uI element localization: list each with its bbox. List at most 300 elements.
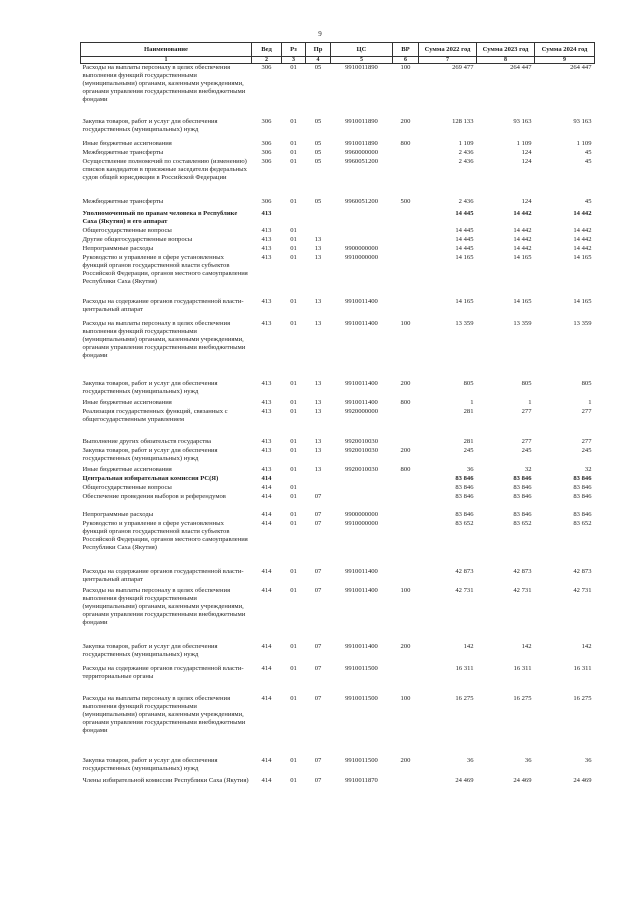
row-cs: 9960051200 [345, 157, 378, 165]
row-rz: 01 [290, 197, 297, 205]
row-sum-2023: 83 846 [513, 510, 532, 518]
row-name: Расходы на выплаты персоналу в целях обеспечения выполнения функций государственными (муниципальными) органами, казенными учреждениями, органами управления государственными внебюджетными фондами [82, 586, 246, 626]
row-sum-2023: 14 442 [513, 244, 532, 252]
column-number: 3 [282, 57, 306, 64]
row-rz: 01 [290, 253, 297, 261]
table-row [81, 665, 595, 695]
column-number-row [81, 57, 595, 64]
row-rz: 01 [290, 139, 297, 147]
row-cs: 9900000000 [345, 244, 378, 252]
row-rz: 01 [290, 117, 297, 125]
header-row [81, 43, 595, 57]
table-row [81, 511, 595, 520]
row-name: Общегосударственные вопросы [82, 226, 172, 234]
row-sum-2024: 42 731 [573, 586, 592, 594]
row-pr: 13 [314, 379, 322, 387]
row-rz: 01 [290, 776, 297, 784]
table-row [81, 149, 595, 158]
row-sum-2022: 281 [463, 407, 474, 415]
row-rz: 01 [290, 297, 297, 305]
row-sum-2022: 1 109 [458, 139, 474, 147]
row-sum-2022: 245 [463, 446, 474, 454]
row-pr: 05 [314, 117, 322, 125]
row-name: Общегосударственные вопросы [82, 483, 172, 491]
column-number: 7 [419, 57, 477, 64]
table-row [81, 587, 595, 643]
row-vr: 200 [400, 379, 411, 387]
row-sum-2024: 805 [581, 379, 592, 387]
row-pr: 07 [314, 519, 322, 527]
header-name: Наименование [81, 43, 252, 57]
row-sum-2022: 16 275 [455, 694, 474, 702]
row-sum-2024: 142 [581, 642, 592, 650]
row-sum-2023: 83 846 [513, 492, 532, 500]
row-sum-2022: 14 445 [455, 209, 474, 217]
row-sum-2023: 93 163 [513, 117, 532, 125]
table-row [81, 380, 595, 399]
row-cs: 9910011890 [345, 139, 378, 147]
row-vr [393, 254, 419, 298]
row-sum-2023: 32 [524, 465, 532, 473]
table-row [81, 64, 595, 118]
column-number: 6 [393, 57, 419, 64]
row-ved: 413 [261, 244, 272, 252]
header-ved: Вед [252, 43, 282, 57]
row-pr [306, 484, 331, 493]
row-sum-2022: 36 [466, 465, 474, 473]
row-pr: 13 [314, 398, 322, 406]
row-rz [282, 475, 306, 484]
row-ved: 413 [261, 253, 272, 261]
row-rz: 01 [290, 407, 297, 415]
row-cs: 9910011400 [345, 567, 378, 575]
row-sum-2024: 245 [581, 446, 592, 454]
row-sum-2023: 83 846 [513, 483, 532, 491]
row-vr: 200 [400, 446, 411, 454]
row-sum-2023: 42 731 [513, 586, 532, 594]
row-pr: 07 [314, 756, 322, 764]
header-sum-2023: Сумма 2023 год [477, 43, 535, 57]
row-sum-2024: 14 442 [573, 209, 592, 217]
row-ved: 413 [261, 446, 272, 454]
row-pr: 13 [314, 437, 322, 445]
row-cs [331, 227, 393, 236]
row-ved: 414 [261, 586, 272, 594]
row-cs: 9910011400 [345, 297, 378, 305]
row-ved: 413 [261, 407, 272, 415]
row-sum-2024: 45 [584, 157, 592, 165]
row-sum-2024: 14 442 [573, 226, 592, 234]
row-pr: 07 [314, 642, 322, 650]
row-name: Члены избирательной комиссии Республики Саха (Якутия) [82, 776, 249, 784]
row-rz: 01 [290, 483, 297, 491]
row-vr [393, 777, 419, 795]
row-sum-2024: 1 109 [576, 139, 592, 147]
table-row [81, 158, 595, 198]
row-pr: 13 [314, 244, 322, 252]
row-pr: 13 [314, 319, 322, 327]
row-cs: 9920000000 [345, 407, 378, 415]
row-rz: 01 [290, 244, 297, 252]
row-vr: 800 [400, 139, 411, 147]
row-ved: 414 [261, 519, 272, 527]
row-sum-2024: 16 311 [573, 664, 592, 672]
row-name: Расходы на выплаты персоналу в целях обеспечения выполнения функций государственными (муниципальными) органами, казенными учреждениями, органами управления государственными внебюджетными фондами [82, 64, 246, 103]
row-pr: 05 [314, 148, 322, 156]
row-cs: 9960000000 [345, 148, 378, 156]
row-vr: 800 [400, 465, 411, 473]
column-number: 8 [477, 57, 535, 64]
row-rz: 01 [290, 64, 297, 71]
row-pr: 05 [314, 197, 322, 205]
row-sum-2022: 2 436 [458, 157, 474, 165]
row-sum-2024: 14 165 [573, 253, 592, 261]
row-pr: 13 [314, 253, 322, 261]
table-row [81, 757, 595, 777]
budget-table [80, 42, 595, 795]
row-sum-2023: 124 [521, 197, 532, 205]
row-rz: 01 [290, 492, 297, 500]
table-row [81, 643, 595, 665]
row-pr: 07 [314, 492, 322, 500]
row-sum-2024: 93 163 [573, 117, 592, 125]
row-sum-2024: 277 [581, 407, 592, 415]
header-vr: ВР [393, 43, 419, 57]
header-sum-2024: Сумма 2024 год [535, 43, 595, 57]
row-cs: 9910000000 [345, 253, 378, 261]
row-sum-2022: 83 846 [455, 483, 474, 491]
row-name: Межбюджетные трансферты [82, 148, 164, 156]
table-row [81, 254, 595, 298]
row-name: Выполнение других обязательств государства [82, 437, 212, 445]
row-ved: 413 [261, 319, 272, 327]
table-row [81, 520, 595, 568]
row-vr [393, 149, 419, 158]
row-pr: 05 [314, 139, 322, 147]
row-sum-2022: 2 436 [458, 197, 474, 205]
row-sum-2024: 45 [584, 197, 592, 205]
table-row [81, 210, 595, 227]
row-vr [393, 408, 419, 438]
row-sum-2023: 124 [521, 148, 532, 156]
page-number: 9 [318, 30, 322, 38]
row-name: Центральная избирательная комиссия РС(Я) [82, 474, 219, 482]
row-sum-2022: 83 846 [455, 474, 474, 482]
row-ved: 414 [261, 510, 272, 518]
column-number: 4 [306, 57, 331, 64]
row-rz: 01 [290, 319, 297, 327]
row-rz: 01 [290, 586, 297, 594]
row-pr: 05 [314, 64, 322, 71]
row-ved: 414 [261, 483, 272, 491]
row-cs [331, 493, 393, 511]
row-vr [393, 210, 419, 227]
row-cs: 9910011400 [345, 586, 378, 594]
row-rz: 01 [290, 519, 297, 527]
row-ved: 306 [261, 64, 272, 71]
row-sum-2024: 1 [588, 398, 592, 406]
row-sum-2022: 1 [470, 398, 474, 406]
row-ved: 414 [261, 642, 272, 650]
row-sum-2024: 45 [584, 148, 592, 156]
row-name: Непрограммные расходы [82, 244, 154, 252]
row-sum-2023: 24 469 [513, 776, 532, 784]
row-name: Расходы на содержание органов государственной власти- центральный аппарат [82, 567, 244, 583]
row-ved: 414 [261, 567, 272, 575]
row-vr [393, 158, 419, 198]
table-row [81, 227, 595, 236]
row-pr: 07 [314, 776, 322, 784]
row-ved: 414 [261, 492, 272, 500]
row-ved: 306 [261, 148, 272, 156]
row-sum-2022: 805 [463, 379, 474, 387]
header-rz: Рз [282, 43, 306, 57]
row-vr: 200 [400, 756, 411, 764]
row-sum-2023: 14 442 [513, 209, 532, 217]
row-pr: 07 [314, 664, 322, 672]
row-sum-2023: 1 109 [516, 139, 532, 147]
row-name: Расходы на выплаты персоналу в целях обеспечения выполнения функций государственными (муниципальными) органами, казенными учреждениями, органами управления государственными внебюджетными фондами [82, 694, 246, 734]
row-ved: 306 [261, 139, 272, 147]
row-pr: 13 [314, 465, 322, 473]
row-sum-2023: 42 873 [513, 567, 532, 575]
row-pr [306, 210, 331, 227]
row-pr [306, 227, 331, 236]
row-rz [282, 210, 306, 227]
row-pr: 07 [314, 567, 322, 575]
row-pr: 07 [314, 694, 322, 702]
row-name: Обеспечение проведения выборов и референдумов [82, 492, 226, 500]
row-vr: 200 [400, 117, 411, 125]
row-name: Расходы на содержание органов государственной власти- территориальные органы [82, 664, 244, 680]
row-rz: 01 [290, 642, 297, 650]
row-name: Руководство и управление в сфере установленных функций органов государственной власти субъектов Российской Федерации, органов местного самоуправления Республики Саха (Якутия) [82, 253, 248, 285]
row-sum-2022: 281 [463, 437, 474, 445]
header-sum-2022: Сумма 2022 год [419, 43, 477, 57]
row-vr [393, 493, 419, 511]
row-cs: 9910011400 [345, 379, 378, 387]
row-sum-2022: 16 311 [455, 664, 474, 672]
row-sum-2024: 36 [584, 756, 592, 764]
row-pr: 13 [314, 297, 322, 305]
row-sum-2024: 83 652 [573, 519, 592, 527]
row-sum-2022: 142 [463, 642, 474, 650]
row-rz: 01 [290, 510, 297, 518]
row-sum-2023: 277 [521, 407, 532, 415]
table-row [81, 475, 595, 484]
row-cs: 9910011500 [345, 756, 378, 764]
row-sum-2022: 14 165 [455, 297, 474, 305]
table-row [81, 399, 595, 408]
row-sum-2022: 36 [466, 756, 474, 764]
table-row [81, 408, 595, 438]
row-rz: 01 [290, 379, 297, 387]
row-sum-2022: 14 445 [455, 226, 474, 234]
row-cs: 9910000000 [345, 519, 378, 527]
row-sum-2024: 264 447 [570, 64, 592, 71]
table-row [81, 438, 595, 447]
row-rz: 01 [290, 567, 297, 575]
table-row [81, 466, 595, 475]
table-row [81, 320, 595, 380]
row-ved: 413 [261, 209, 272, 217]
table-row [81, 568, 595, 587]
row-ved: 306 [261, 197, 272, 205]
row-sum-2024: 277 [581, 437, 592, 445]
row-sum-2023: 14 442 [513, 226, 532, 234]
row-sum-2023: 14 442 [513, 235, 532, 243]
row-sum-2022: 83 846 [455, 510, 474, 518]
row-sum-2022: 83 652 [455, 519, 474, 527]
row-cs: 9910011890 [345, 117, 378, 125]
row-vr [393, 245, 419, 254]
column-number: 1 [81, 57, 252, 64]
table-row [81, 140, 595, 149]
row-vr [393, 475, 419, 484]
row-sum-2023: 83 846 [513, 474, 532, 482]
row-name: Закупка товаров, работ и услуг для обеспечения государственных (муниципальных) нужд [82, 117, 218, 133]
row-ved: 414 [261, 664, 272, 672]
row-vr [393, 520, 419, 568]
row-sum-2023: 245 [521, 446, 532, 454]
row-sum-2024: 13 359 [573, 319, 592, 327]
row-rz: 01 [290, 398, 297, 406]
row-pr: 13 [314, 235, 322, 243]
row-cs: 9910011400 [345, 319, 378, 327]
row-sum-2024: 14 442 [573, 244, 592, 252]
row-vr: 200 [400, 642, 411, 650]
row-pr [306, 475, 331, 484]
row-cs [331, 236, 393, 245]
row-name: Другие общегосударственные вопросы [82, 235, 193, 243]
row-name: Осуществление полномочий по составлению (изменению) списков кандидатов в присяжные заседатели федеральных судов общей юрисдикции в Российской Федерации [82, 157, 247, 181]
row-sum-2024: 14 442 [573, 235, 592, 243]
row-cs: 9920010030 [345, 446, 378, 454]
row-name: Закупка товаров, работ и услуг для обеспечения государственных (муниципальных) нужд [82, 756, 218, 772]
row-cs: 9960051200 [345, 197, 378, 205]
row-sum-2024: 16 275 [573, 694, 592, 702]
row-cs [331, 475, 393, 484]
row-cs: 9920010030 [345, 437, 378, 445]
row-vr [393, 511, 419, 520]
row-ved: 413 [261, 226, 272, 234]
row-sum-2024: 32 [584, 465, 592, 473]
row-cs: 9910011400 [345, 642, 378, 650]
row-pr: 13 [314, 407, 322, 415]
row-vr: 100 [400, 319, 411, 327]
row-name: Руководство и управление в сфере установленных функций органов государственной власти субъектов Российской Федерации, органов местного самоуправления Республики Саха (Якутия) [82, 519, 248, 551]
row-sum-2024: 42 873 [573, 567, 592, 575]
row-vr: 100 [400, 586, 411, 594]
row-name: Иные бюджетные ассигнования [82, 398, 172, 406]
row-sum-2022: 42 731 [455, 586, 474, 594]
table-row [81, 298, 595, 320]
row-sum-2023: 277 [521, 437, 532, 445]
row-vr: 500 [400, 197, 411, 205]
row-rz: 01 [290, 465, 297, 473]
row-rz: 01 [290, 235, 297, 243]
row-cs: 9910011400 [345, 398, 378, 406]
row-name: Закупка товаров, работ и услуг для обеспечения государственных (муниципальных) нужд [82, 642, 218, 658]
row-sum-2023: 83 652 [513, 519, 532, 527]
row-ved: 413 [261, 297, 272, 305]
row-pr: 05 [314, 157, 322, 165]
column-number: 9 [535, 57, 595, 64]
table-row [81, 777, 595, 795]
row-sum-2022: 269 477 [452, 64, 474, 71]
row-pr: 07 [314, 510, 322, 518]
row-pr: 07 [314, 586, 322, 594]
row-sum-2023: 16 275 [513, 694, 532, 702]
row-name: Расходы на содержание органов государственной власти- центральный аппарат [82, 297, 244, 313]
row-rz: 01 [290, 437, 297, 445]
row-name: Уполномоченный по правам человека в Республике Саха (Якутия) и его аппарат [82, 209, 238, 225]
row-name: Закупка товаров, работ и услуг для обеспечения государственных (муниципальных) нужд [82, 446, 218, 462]
row-vr [393, 298, 419, 320]
row-sum-2023: 805 [521, 379, 532, 387]
row-ved: 413 [261, 379, 272, 387]
row-rz: 01 [290, 226, 297, 234]
row-cs: 9900000000 [345, 510, 378, 518]
row-sum-2022: 83 846 [455, 492, 474, 500]
row-vr: 100 [400, 694, 411, 702]
column-number: 5 [331, 57, 393, 64]
table-row [81, 447, 595, 466]
row-cs: 9910011890 [345, 64, 378, 71]
row-name: Реализация государственных функций, связанных с общегосударственным управлением [82, 407, 228, 423]
row-vr [393, 236, 419, 245]
table-row [81, 198, 595, 210]
row-name: Межбюджетные трансферты [82, 197, 164, 205]
row-vr [393, 665, 419, 695]
row-ved: 413 [261, 437, 272, 445]
row-cs [331, 210, 393, 227]
row-vr [393, 568, 419, 587]
row-sum-2022: 14 445 [455, 235, 474, 243]
row-ved: 414 [261, 694, 272, 702]
row-sum-2024: 83 846 [573, 492, 592, 500]
row-sum-2023: 1 [528, 398, 532, 406]
row-sum-2023: 124 [521, 157, 532, 165]
row-ved: 413 [261, 235, 272, 243]
row-ved: 414 [261, 756, 272, 764]
header-cs: ЦС [331, 43, 393, 57]
row-rz: 01 [290, 664, 297, 672]
row-pr: 13 [314, 446, 322, 454]
row-sum-2024: 83 846 [573, 483, 592, 491]
row-sum-2024: 83 846 [573, 474, 592, 482]
row-sum-2022: 42 873 [455, 567, 474, 575]
row-sum-2024: 24 469 [573, 776, 592, 784]
row-cs [331, 484, 393, 493]
row-cs: 9910011500 [345, 694, 378, 702]
row-ved: 306 [261, 157, 272, 165]
row-name: Иные бюджетные ассигнования [82, 465, 172, 473]
table-row [81, 695, 595, 757]
row-name: Непрограммные расходы [82, 510, 154, 518]
table-row [81, 118, 595, 140]
row-ved: 413 [261, 465, 272, 473]
row-name: Расходы на выплаты персоналу в целях обеспечения выполнения функций государственными (муниципальными) органами, казенными учреждениями, органами управления государственными внебюджетными фондами [82, 319, 246, 359]
row-cs: 9920010030 [345, 465, 378, 473]
row-sum-2023: 142 [521, 642, 532, 650]
row-cs: 9910011870 [345, 776, 378, 784]
row-cs: 9910011500 [345, 664, 378, 672]
row-sum-2022: 14 445 [455, 244, 474, 252]
row-ved: 414 [261, 776, 272, 784]
row-rz: 01 [290, 157, 297, 165]
row-rz: 01 [290, 756, 297, 764]
